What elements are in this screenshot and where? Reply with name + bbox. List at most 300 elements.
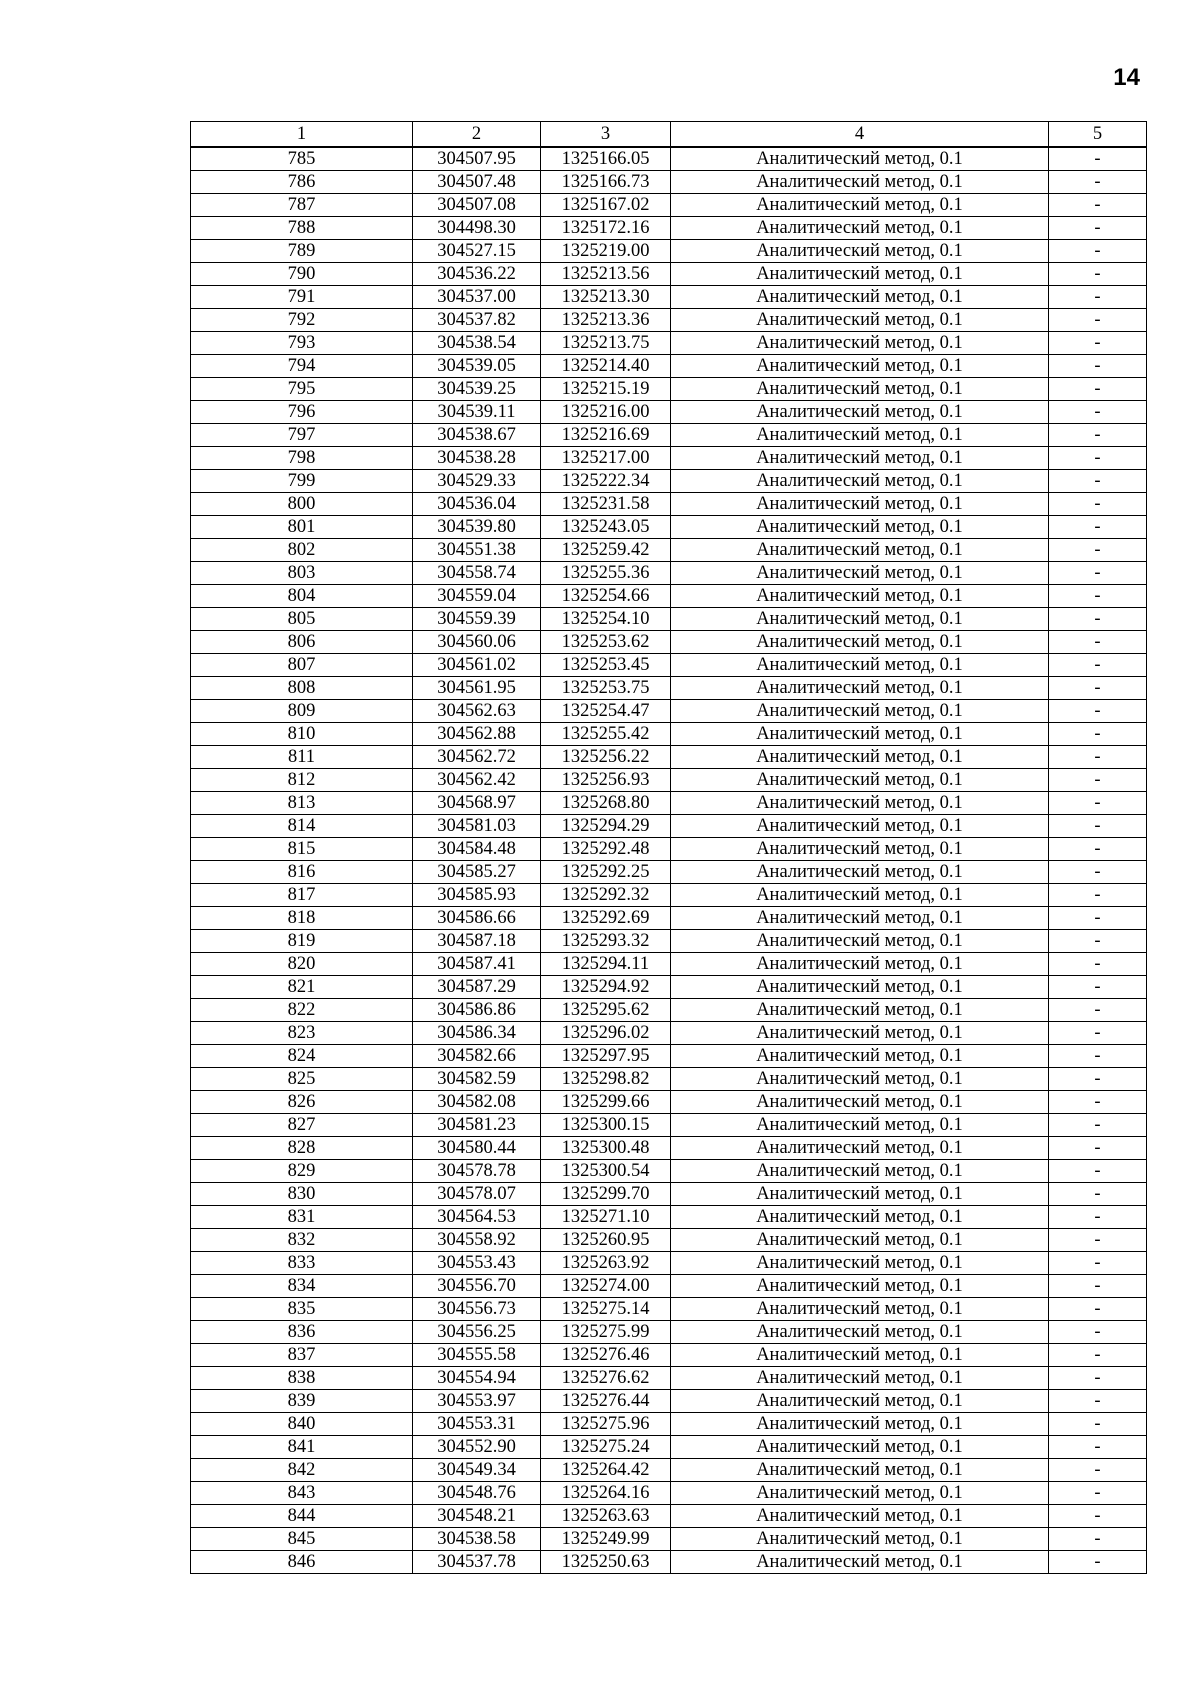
point-number-cell: 824 bbox=[191, 1045, 413, 1068]
point-number-cell: 807 bbox=[191, 654, 413, 677]
y-coordinate-cell: 1325213.36 bbox=[541, 309, 671, 332]
note-cell: - bbox=[1049, 447, 1147, 470]
y-coordinate-cell: 1325274.00 bbox=[541, 1275, 671, 1298]
x-coordinate-cell: 304537.00 bbox=[413, 286, 541, 309]
note-cell: - bbox=[1049, 999, 1147, 1022]
table-row bbox=[191, 286, 1147, 309]
table-row bbox=[191, 1137, 1147, 1160]
x-coordinate-cell: 304507.48 bbox=[413, 171, 541, 194]
y-coordinate-cell: 1325294.29 bbox=[541, 815, 671, 838]
y-coordinate-cell: 1325217.00 bbox=[541, 447, 671, 470]
note-cell: - bbox=[1049, 907, 1147, 930]
note-cell: - bbox=[1049, 332, 1147, 355]
x-coordinate-cell: 304559.39 bbox=[413, 608, 541, 631]
method-cell: Аналитический метод, 0.1 bbox=[671, 1367, 1049, 1390]
table-row bbox=[191, 907, 1147, 930]
method-cell: Аналитический метод, 0.1 bbox=[671, 654, 1049, 677]
point-number-cell: 819 bbox=[191, 930, 413, 953]
note-cell: - bbox=[1049, 1459, 1147, 1482]
table-row bbox=[191, 332, 1147, 355]
method-cell: Аналитический метод, 0.1 bbox=[671, 286, 1049, 309]
x-coordinate-cell: 304538.58 bbox=[413, 1528, 541, 1551]
y-coordinate-cell: 1325292.48 bbox=[541, 838, 671, 861]
table-row bbox=[191, 1413, 1147, 1436]
note-cell: - bbox=[1049, 401, 1147, 424]
x-coordinate-cell: 304548.21 bbox=[413, 1505, 541, 1528]
method-cell: Аналитический метод, 0.1 bbox=[671, 309, 1049, 332]
y-coordinate-cell: 1325268.80 bbox=[541, 792, 671, 815]
note-cell: - bbox=[1049, 516, 1147, 539]
x-coordinate-cell: 304587.41 bbox=[413, 953, 541, 976]
point-number-cell: 795 bbox=[191, 378, 413, 401]
method-cell: Аналитический метод, 0.1 bbox=[671, 1137, 1049, 1160]
note-cell: - bbox=[1049, 1528, 1147, 1551]
x-coordinate-cell: 304556.73 bbox=[413, 1298, 541, 1321]
point-number-cell: 821 bbox=[191, 976, 413, 999]
header-row bbox=[191, 122, 1147, 148]
table-row bbox=[191, 838, 1147, 861]
table-row bbox=[191, 401, 1147, 424]
y-coordinate-cell: 1325275.24 bbox=[541, 1436, 671, 1459]
method-cell: Аналитический метод, 0.1 bbox=[671, 769, 1049, 792]
table-body bbox=[191, 147, 1147, 1574]
method-cell: Аналитический метод, 0.1 bbox=[671, 447, 1049, 470]
note-cell: - bbox=[1049, 746, 1147, 769]
table-row bbox=[191, 976, 1147, 999]
method-cell: Аналитический метод, 0.1 bbox=[671, 1298, 1049, 1321]
y-coordinate-cell: 1325215.19 bbox=[541, 378, 671, 401]
note-cell: - bbox=[1049, 1321, 1147, 1344]
note-cell: - bbox=[1049, 147, 1147, 171]
x-coordinate-cell: 304586.66 bbox=[413, 907, 541, 930]
method-cell: Аналитический метод, 0.1 bbox=[671, 332, 1049, 355]
point-number-cell: 794 bbox=[191, 355, 413, 378]
y-coordinate-cell: 1325172.16 bbox=[541, 217, 671, 240]
x-coordinate-cell: 304581.03 bbox=[413, 815, 541, 838]
y-coordinate-cell: 1325264.42 bbox=[541, 1459, 671, 1482]
method-cell: Аналитический метод, 0.1 bbox=[671, 1206, 1049, 1229]
method-cell: Аналитический метод, 0.1 bbox=[671, 930, 1049, 953]
method-cell: Аналитический метод, 0.1 bbox=[671, 539, 1049, 562]
point-number-cell: 800 bbox=[191, 493, 413, 516]
point-number-cell: 804 bbox=[191, 585, 413, 608]
x-coordinate-cell: 304578.78 bbox=[413, 1160, 541, 1183]
y-coordinate-cell: 1325254.10 bbox=[541, 608, 671, 631]
method-cell: Аналитический метод, 0.1 bbox=[671, 631, 1049, 654]
header-col-1: 1 bbox=[191, 122, 413, 148]
point-number-cell: 799 bbox=[191, 470, 413, 493]
method-cell: Аналитический метод, 0.1 bbox=[671, 217, 1049, 240]
table-row bbox=[191, 1022, 1147, 1045]
note-cell: - bbox=[1049, 1252, 1147, 1275]
note-cell: - bbox=[1049, 194, 1147, 217]
table-row bbox=[191, 1206, 1147, 1229]
x-coordinate-cell: 304582.66 bbox=[413, 1045, 541, 1068]
point-number-cell: 843 bbox=[191, 1482, 413, 1505]
y-coordinate-cell: 1325292.69 bbox=[541, 907, 671, 930]
point-number-cell: 842 bbox=[191, 1459, 413, 1482]
method-cell: Аналитический метод, 0.1 bbox=[671, 1160, 1049, 1183]
method-cell: Аналитический метод, 0.1 bbox=[671, 976, 1049, 999]
x-coordinate-cell: 304562.88 bbox=[413, 723, 541, 746]
table-row bbox=[191, 263, 1147, 286]
method-cell: Аналитический метод, 0.1 bbox=[671, 516, 1049, 539]
y-coordinate-cell: 1325260.95 bbox=[541, 1229, 671, 1252]
method-cell: Аналитический метод, 0.1 bbox=[671, 1528, 1049, 1551]
point-number-cell: 806 bbox=[191, 631, 413, 654]
x-coordinate-cell: 304586.34 bbox=[413, 1022, 541, 1045]
x-coordinate-cell: 304562.42 bbox=[413, 769, 541, 792]
x-coordinate-cell: 304578.07 bbox=[413, 1183, 541, 1206]
y-coordinate-cell: 1325264.16 bbox=[541, 1482, 671, 1505]
table-row bbox=[191, 1321, 1147, 1344]
note-cell: - bbox=[1049, 493, 1147, 516]
table-row bbox=[191, 631, 1147, 654]
method-cell: Аналитический метод, 0.1 bbox=[671, 1229, 1049, 1252]
table-row bbox=[191, 562, 1147, 585]
note-cell: - bbox=[1049, 1068, 1147, 1091]
x-coordinate-cell: 304537.78 bbox=[413, 1551, 541, 1574]
table-row bbox=[191, 1091, 1147, 1114]
point-number-cell: 813 bbox=[191, 792, 413, 815]
table-row bbox=[191, 1528, 1147, 1551]
y-coordinate-cell: 1325213.56 bbox=[541, 263, 671, 286]
x-coordinate-cell: 304560.06 bbox=[413, 631, 541, 654]
note-cell: - bbox=[1049, 1045, 1147, 1068]
note-cell: - bbox=[1049, 815, 1147, 838]
y-coordinate-cell: 1325214.40 bbox=[541, 355, 671, 378]
x-coordinate-cell: 304539.25 bbox=[413, 378, 541, 401]
note-cell: - bbox=[1049, 424, 1147, 447]
table-row bbox=[191, 654, 1147, 677]
y-coordinate-cell: 1325231.58 bbox=[541, 493, 671, 516]
point-number-cell: 846 bbox=[191, 1551, 413, 1574]
y-coordinate-cell: 1325166.73 bbox=[541, 171, 671, 194]
method-cell: Аналитический метод, 0.1 bbox=[671, 1344, 1049, 1367]
x-coordinate-cell: 304584.48 bbox=[413, 838, 541, 861]
y-coordinate-cell: 1325166.05 bbox=[541, 147, 671, 171]
table-row bbox=[191, 447, 1147, 470]
note-cell: - bbox=[1049, 309, 1147, 332]
point-number-cell: 812 bbox=[191, 769, 413, 792]
y-coordinate-cell: 1325292.25 bbox=[541, 861, 671, 884]
y-coordinate-cell: 1325275.14 bbox=[541, 1298, 671, 1321]
method-cell: Аналитический метод, 0.1 bbox=[671, 1482, 1049, 1505]
y-coordinate-cell: 1325256.22 bbox=[541, 746, 671, 769]
note-cell: - bbox=[1049, 286, 1147, 309]
point-number-cell: 791 bbox=[191, 286, 413, 309]
y-coordinate-cell: 1325294.11 bbox=[541, 953, 671, 976]
method-cell: Аналитический метод, 0.1 bbox=[671, 1068, 1049, 1091]
x-coordinate-cell: 304587.18 bbox=[413, 930, 541, 953]
header-col-5: 5 bbox=[1049, 122, 1147, 148]
point-number-cell: 786 bbox=[191, 171, 413, 194]
y-coordinate-cell: 1325254.47 bbox=[541, 700, 671, 723]
table-row bbox=[191, 608, 1147, 631]
note-cell: - bbox=[1049, 838, 1147, 861]
y-coordinate-cell: 1325213.30 bbox=[541, 286, 671, 309]
table-row bbox=[191, 861, 1147, 884]
point-number-cell: 830 bbox=[191, 1183, 413, 1206]
point-number-cell: 828 bbox=[191, 1137, 413, 1160]
table-row bbox=[191, 585, 1147, 608]
note-cell: - bbox=[1049, 1551, 1147, 1574]
x-coordinate-cell: 304529.33 bbox=[413, 470, 541, 493]
table-row bbox=[191, 1459, 1147, 1482]
point-number-cell: 811 bbox=[191, 746, 413, 769]
y-coordinate-cell: 1325299.70 bbox=[541, 1183, 671, 1206]
method-cell: Аналитический метод, 0.1 bbox=[671, 746, 1049, 769]
method-cell: Аналитический метод, 0.1 bbox=[671, 1505, 1049, 1528]
note-cell: - bbox=[1049, 677, 1147, 700]
x-coordinate-cell: 304564.53 bbox=[413, 1206, 541, 1229]
y-coordinate-cell: 1325253.62 bbox=[541, 631, 671, 654]
x-coordinate-cell: 304561.95 bbox=[413, 677, 541, 700]
method-cell: Аналитический метод, 0.1 bbox=[671, 171, 1049, 194]
point-number-cell: 826 bbox=[191, 1091, 413, 1114]
method-cell: Аналитический метод, 0.1 bbox=[671, 792, 1049, 815]
table-row bbox=[191, 1229, 1147, 1252]
y-coordinate-cell: 1325298.82 bbox=[541, 1068, 671, 1091]
y-coordinate-cell: 1325222.34 bbox=[541, 470, 671, 493]
note-cell: - bbox=[1049, 240, 1147, 263]
table-row bbox=[191, 1551, 1147, 1574]
method-cell: Аналитический метод, 0.1 bbox=[671, 194, 1049, 217]
x-coordinate-cell: 304507.08 bbox=[413, 194, 541, 217]
table-row bbox=[191, 884, 1147, 907]
method-cell: Аналитический метод, 0.1 bbox=[671, 1551, 1049, 1574]
point-number-cell: 803 bbox=[191, 562, 413, 585]
point-number-cell: 832 bbox=[191, 1229, 413, 1252]
point-number-cell: 801 bbox=[191, 516, 413, 539]
y-coordinate-cell: 1325271.10 bbox=[541, 1206, 671, 1229]
y-coordinate-cell: 1325293.32 bbox=[541, 930, 671, 953]
method-cell: Аналитический метод, 0.1 bbox=[671, 1183, 1049, 1206]
table-row bbox=[191, 147, 1147, 171]
method-cell: Аналитический метод, 0.1 bbox=[671, 424, 1049, 447]
note-cell: - bbox=[1049, 1298, 1147, 1321]
point-number-cell: 838 bbox=[191, 1367, 413, 1390]
x-coordinate-cell: 304527.15 bbox=[413, 240, 541, 263]
method-cell: Аналитический метод, 0.1 bbox=[671, 677, 1049, 700]
note-cell: - bbox=[1049, 1505, 1147, 1528]
y-coordinate-cell: 1325255.42 bbox=[541, 723, 671, 746]
y-coordinate-cell: 1325263.92 bbox=[541, 1252, 671, 1275]
x-coordinate-cell: 304558.74 bbox=[413, 562, 541, 585]
table-row bbox=[191, 677, 1147, 700]
x-coordinate-cell: 304554.94 bbox=[413, 1367, 541, 1390]
method-cell: Аналитический метод, 0.1 bbox=[671, 562, 1049, 585]
method-cell: Аналитический метод, 0.1 bbox=[671, 1091, 1049, 1114]
point-number-cell: 789 bbox=[191, 240, 413, 263]
table-row bbox=[191, 1436, 1147, 1459]
note-cell: - bbox=[1049, 263, 1147, 286]
table-row bbox=[191, 1367, 1147, 1390]
x-coordinate-cell: 304538.28 bbox=[413, 447, 541, 470]
note-cell: - bbox=[1049, 861, 1147, 884]
table-row bbox=[191, 746, 1147, 769]
note-cell: - bbox=[1049, 930, 1147, 953]
note-cell: - bbox=[1049, 953, 1147, 976]
x-coordinate-cell: 304549.34 bbox=[413, 1459, 541, 1482]
point-number-cell: 793 bbox=[191, 332, 413, 355]
x-coordinate-cell: 304561.02 bbox=[413, 654, 541, 677]
x-coordinate-cell: 304552.90 bbox=[413, 1436, 541, 1459]
y-coordinate-cell: 1325276.44 bbox=[541, 1390, 671, 1413]
x-coordinate-cell: 304536.04 bbox=[413, 493, 541, 516]
table-row bbox=[191, 171, 1147, 194]
point-number-cell: 831 bbox=[191, 1206, 413, 1229]
point-number-cell: 837 bbox=[191, 1344, 413, 1367]
note-cell: - bbox=[1049, 470, 1147, 493]
method-cell: Аналитический метод, 0.1 bbox=[671, 953, 1049, 976]
table-row bbox=[191, 1160, 1147, 1183]
point-number-cell: 788 bbox=[191, 217, 413, 240]
y-coordinate-cell: 1325276.62 bbox=[541, 1367, 671, 1390]
note-cell: - bbox=[1049, 1275, 1147, 1298]
method-cell: Аналитический метод, 0.1 bbox=[671, 263, 1049, 286]
y-coordinate-cell: 1325253.45 bbox=[541, 654, 671, 677]
point-number-cell: 825 bbox=[191, 1068, 413, 1091]
table-row bbox=[191, 1252, 1147, 1275]
method-cell: Аналитический метод, 0.1 bbox=[671, 1436, 1049, 1459]
y-coordinate-cell: 1325275.99 bbox=[541, 1321, 671, 1344]
header-col-3: 3 bbox=[541, 122, 671, 148]
note-cell: - bbox=[1049, 792, 1147, 815]
y-coordinate-cell: 1325300.54 bbox=[541, 1160, 671, 1183]
table-row bbox=[191, 493, 1147, 516]
table-row bbox=[191, 1482, 1147, 1505]
x-coordinate-cell: 304498.30 bbox=[413, 217, 541, 240]
x-coordinate-cell: 304582.08 bbox=[413, 1091, 541, 1114]
table-row bbox=[191, 1298, 1147, 1321]
method-cell: Аналитический метод, 0.1 bbox=[671, 1459, 1049, 1482]
point-number-cell: 792 bbox=[191, 309, 413, 332]
point-number-cell: 840 bbox=[191, 1413, 413, 1436]
method-cell: Аналитический метод, 0.1 bbox=[671, 861, 1049, 884]
note-cell: - bbox=[1049, 723, 1147, 746]
x-coordinate-cell: 304562.63 bbox=[413, 700, 541, 723]
y-coordinate-cell: 1325243.05 bbox=[541, 516, 671, 539]
note-cell: - bbox=[1049, 1091, 1147, 1114]
note-cell: - bbox=[1049, 1390, 1147, 1413]
table-row bbox=[191, 1114, 1147, 1137]
table-row bbox=[191, 194, 1147, 217]
x-coordinate-cell: 304548.76 bbox=[413, 1482, 541, 1505]
x-coordinate-cell: 304562.72 bbox=[413, 746, 541, 769]
x-coordinate-cell: 304553.97 bbox=[413, 1390, 541, 1413]
y-coordinate-cell: 1325300.15 bbox=[541, 1114, 671, 1137]
method-cell: Аналитический метод, 0.1 bbox=[671, 999, 1049, 1022]
y-coordinate-cell: 1325254.66 bbox=[541, 585, 671, 608]
note-cell: - bbox=[1049, 1114, 1147, 1137]
table-row bbox=[191, 723, 1147, 746]
y-coordinate-cell: 1325275.96 bbox=[541, 1413, 671, 1436]
table-row bbox=[191, 815, 1147, 838]
table-row bbox=[191, 953, 1147, 976]
x-coordinate-cell: 304581.23 bbox=[413, 1114, 541, 1137]
x-coordinate-cell: 304539.11 bbox=[413, 401, 541, 424]
table-row bbox=[191, 1183, 1147, 1206]
y-coordinate-cell: 1325249.99 bbox=[541, 1528, 671, 1551]
note-cell: - bbox=[1049, 884, 1147, 907]
x-coordinate-cell: 304558.92 bbox=[413, 1229, 541, 1252]
header-col-2: 2 bbox=[413, 122, 541, 148]
note-cell: - bbox=[1049, 171, 1147, 194]
point-number-cell: 787 bbox=[191, 194, 413, 217]
y-coordinate-cell: 1325296.02 bbox=[541, 1022, 671, 1045]
method-cell: Аналитический метод, 0.1 bbox=[671, 147, 1049, 171]
method-cell: Аналитический метод, 0.1 bbox=[671, 355, 1049, 378]
method-cell: Аналитический метод, 0.1 bbox=[671, 1413, 1049, 1436]
note-cell: - bbox=[1049, 1206, 1147, 1229]
x-coordinate-cell: 304536.22 bbox=[413, 263, 541, 286]
method-cell: Аналитический метод, 0.1 bbox=[671, 1045, 1049, 1068]
point-number-cell: 808 bbox=[191, 677, 413, 700]
table-row bbox=[191, 355, 1147, 378]
method-cell: Аналитический метод, 0.1 bbox=[671, 1114, 1049, 1137]
table-row bbox=[191, 424, 1147, 447]
x-coordinate-cell: 304586.86 bbox=[413, 999, 541, 1022]
note-cell: - bbox=[1049, 1482, 1147, 1505]
page-number: 14 bbox=[1113, 64, 1140, 91]
point-number-cell: 818 bbox=[191, 907, 413, 930]
point-number-cell: 829 bbox=[191, 1160, 413, 1183]
point-number-cell: 834 bbox=[191, 1275, 413, 1298]
method-cell: Аналитический метод, 0.1 bbox=[671, 1252, 1049, 1275]
table-row bbox=[191, 217, 1147, 240]
y-coordinate-cell: 1325299.66 bbox=[541, 1091, 671, 1114]
note-cell: - bbox=[1049, 562, 1147, 585]
method-cell: Аналитический метод, 0.1 bbox=[671, 470, 1049, 493]
method-cell: Аналитический метод, 0.1 bbox=[671, 1022, 1049, 1045]
note-cell: - bbox=[1049, 976, 1147, 999]
x-coordinate-cell: 304551.38 bbox=[413, 539, 541, 562]
point-number-cell: 822 bbox=[191, 999, 413, 1022]
note-cell: - bbox=[1049, 1436, 1147, 1459]
method-cell: Аналитический метод, 0.1 bbox=[671, 1275, 1049, 1298]
note-cell: - bbox=[1049, 1160, 1147, 1183]
y-coordinate-cell: 1325295.62 bbox=[541, 999, 671, 1022]
point-number-cell: 844 bbox=[191, 1505, 413, 1528]
table-row bbox=[191, 539, 1147, 562]
x-coordinate-cell: 304559.04 bbox=[413, 585, 541, 608]
method-cell: Аналитический метод, 0.1 bbox=[671, 815, 1049, 838]
point-number-cell: 827 bbox=[191, 1114, 413, 1137]
method-cell: Аналитический метод, 0.1 bbox=[671, 493, 1049, 516]
table-row bbox=[191, 1505, 1147, 1528]
point-number-cell: 820 bbox=[191, 953, 413, 976]
x-coordinate-cell: 304537.82 bbox=[413, 309, 541, 332]
point-number-cell: 836 bbox=[191, 1321, 413, 1344]
point-number-cell: 839 bbox=[191, 1390, 413, 1413]
method-cell: Аналитический метод, 0.1 bbox=[671, 838, 1049, 861]
table-row bbox=[191, 309, 1147, 332]
table-row bbox=[191, 470, 1147, 493]
method-cell: Аналитический метод, 0.1 bbox=[671, 1390, 1049, 1413]
note-cell: - bbox=[1049, 608, 1147, 631]
method-cell: Аналитический метод, 0.1 bbox=[671, 700, 1049, 723]
y-coordinate-cell: 1325300.48 bbox=[541, 1137, 671, 1160]
point-number-cell: 809 bbox=[191, 700, 413, 723]
note-cell: - bbox=[1049, 585, 1147, 608]
point-number-cell: 817 bbox=[191, 884, 413, 907]
note-cell: - bbox=[1049, 1344, 1147, 1367]
y-coordinate-cell: 1325250.63 bbox=[541, 1551, 671, 1574]
x-coordinate-cell: 304507.95 bbox=[413, 147, 541, 171]
note-cell: - bbox=[1049, 654, 1147, 677]
x-coordinate-cell: 304539.05 bbox=[413, 355, 541, 378]
